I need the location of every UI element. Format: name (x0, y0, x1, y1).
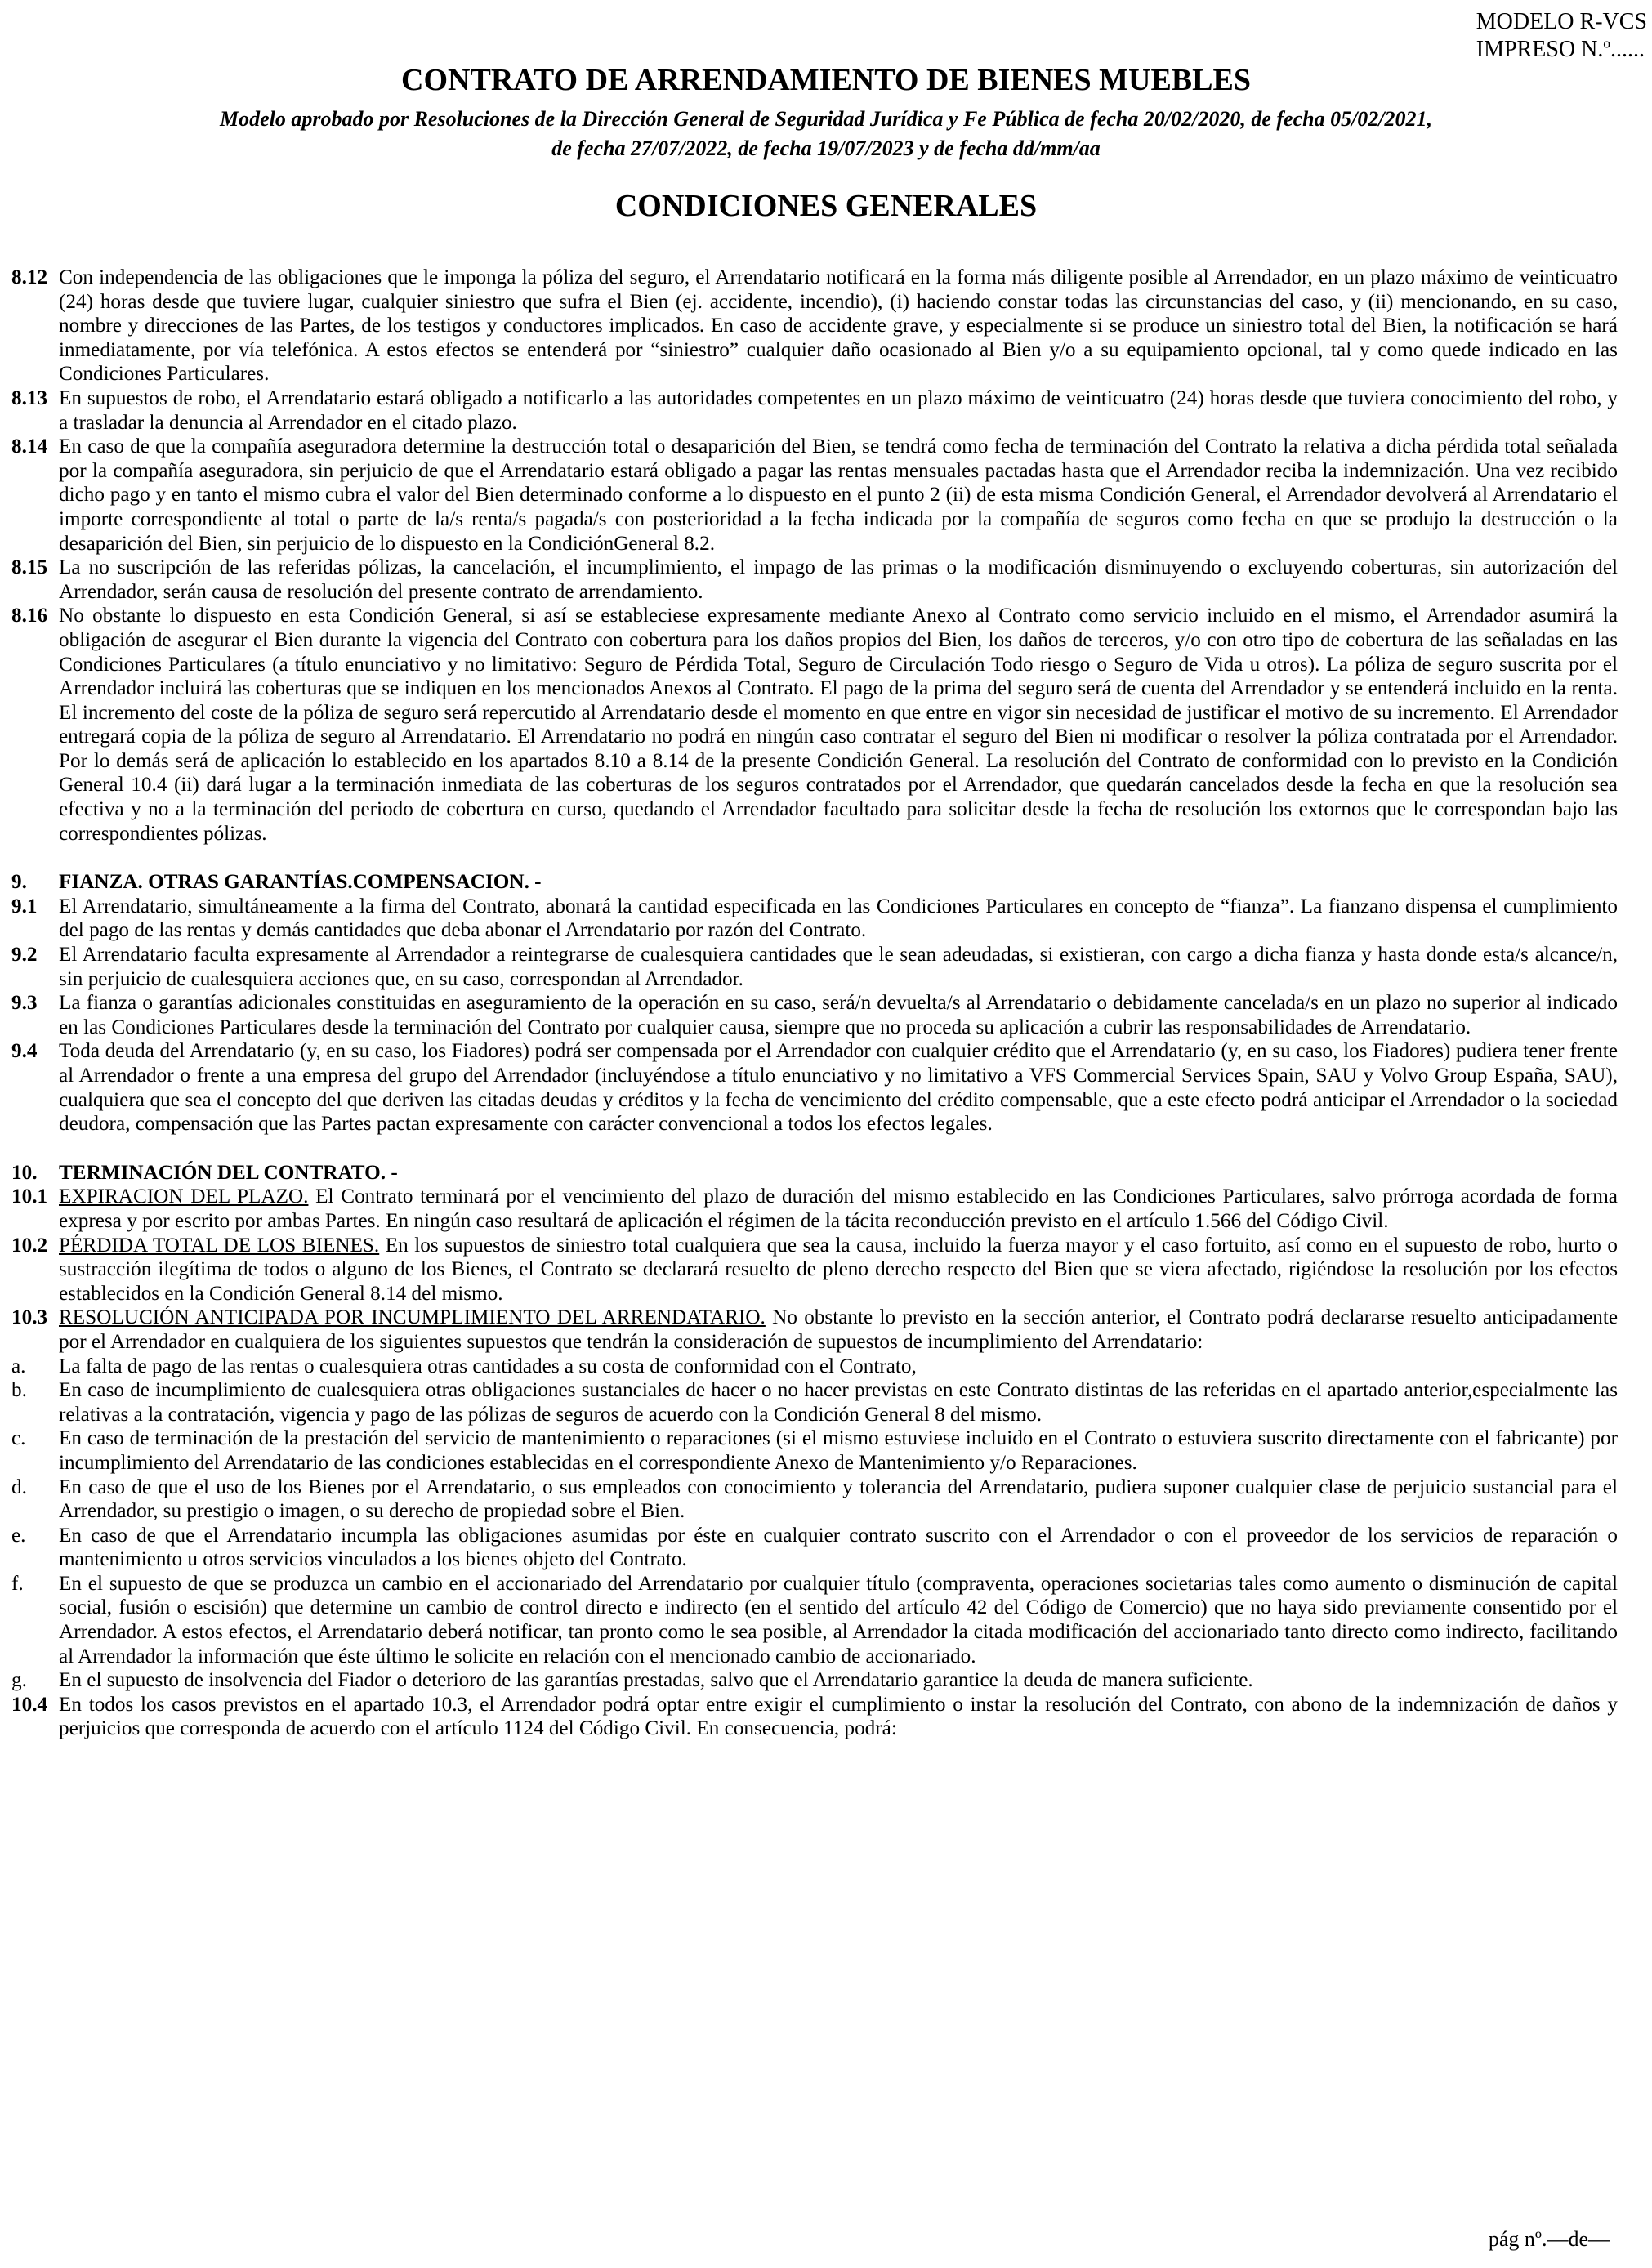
list-item-text: En caso de que el uso de los Bienes por el Arrendatario, o sus empleados con conocimiento y tolerancia del Arrendatario, pudiera suponer cualquier clase de perjuicio sustancial para el Arrendador, su prestigio o imagen, o su derecho de propiedad sobre el Bien. (59, 1476, 1618, 1523)
clause-number: 10.4 (11, 1693, 48, 1716)
list-item-g (11, 1668, 1618, 1693)
clause-text: Toda deuda del Arrendatario (y, en su caso, los Fiadores) podrá ser compensada por el Arrendador con cualquier crédito que el Arrendatario (y, en su caso, los Fiadores) pudiera tener frente al Arrendador o frente a una empresa del grupo del Arrendador (incluyéndose a título enunciativo y no limitativo a VFS Commercial Services Spain, SAU y Volvo Group España, SAU), cualquiera que sea el concepto del que deriven las citadas deudas y créditos y la fecha de vencimiento del crédito compensable, que a este efecto podrá anticipar el Arrendador o la sociedad deudora, compensación que las Partes pactan expresamente con carácter convencional a todos los efectos legales. (59, 1040, 1618, 1136)
clause-number: 8.13 (11, 386, 48, 409)
document-body (11, 266, 1618, 1741)
clause-text: En todos los casos previstos en el apartado 10.3, el Arrendador podrá optar entre exigir el cumplimiento o instar la resolución del Contrato, con abono de la indemnización de daños y perjuicios que corresponda de acuerdo con el artículo 1124 del Código Civil. En consecuencia, podrá: (59, 1693, 1618, 1740)
list-item-c (11, 1426, 1618, 1475)
clause-8-14 (11, 435, 1618, 556)
page-number: pág nº.—de— (1488, 2227, 1610, 2251)
clause-text: Con independencia de las obligaciones que le imponga la póliza del seguro, el Arrendatario notificará en la forma más diligente posible al Arrendador, en un plazo máximo de veinticuatro (24) horas desde que tuviere lugar, cualquier siniestro que sufra el Bien (ej. accidente, incendio), (i) haciendo constar todas las circunstancias del caso, y (ii) mencionando, en su caso, nombre y direcciones de las Partes, de los testigos y conductores implicados. En caso de accidente grave, y especialmente si se produce un siniestro total del Bien, la notificación se hará inmediatamente, por vía telefónica. A estos efectos se entenderá por “siniestro” cualquier daño ocasionado al Bien y/o a su equipamiento opcional, tal y como quede indicado en las Condiciones Particulares. (59, 266, 1618, 386)
clause-9-4 (11, 1039, 1618, 1136)
clause-number: 9.2 (11, 944, 38, 967)
clause-text: La no suscripción de las referidas pólizas, la cancelación, el incumplimiento, el impago de las primas o la modificación disminuyendo o excluyendo coberturas, sin autorización del Arrendador, serán causa de resolución del presente contrato de arrendamiento. (59, 556, 1618, 603)
clause-text: En caso de que la compañía aseguradora determine la destrucción total o desaparición del Bien, se tendrá como fecha de terminación del Contrato la relativa a dicha pérdida total señalada por la compañía aseguradora, sin perjuicio de que el Arrendatario estará obligado a pagar las rentas mensuales pactadas hasta que el Arrendador reciba la indemnización. Una vez recibido dicho pago y en tanto el mismo cubra el valor del Bien determinado conforme a lo dispuesto en el punto 2 (ii) de esta misma Condición General, el Arrendador devolverá al Arrendatario el importe correspondiente al total o parte de la/s renta/s pagada/s con posterioridad a la fecha indicada por la compañía de seguros como fecha en que se produjo la destrucción o la desaparición del Bien, sin perjuicio de lo dispuesto en la CondiciónGeneral 8.2. (59, 435, 1618, 555)
section-9-heading (11, 870, 1618, 895)
list-item-e (11, 1524, 1618, 1572)
clause-number: 10.3 (11, 1306, 48, 1329)
clause-text: No obstante lo dispuesto en esta Condición General, si así se estableciese expresamente mediante Anexo al Contrato como servicio incluido en el mismo, el Arrendador asumirá la obligación de asegurar el Bien durante la vigencia del Contrato con cobertura para los daños propios del Bien, los daños de terceros, y/o con otro tipo de cobertura de las señaladas en las Condiciones Particulares (a título enunciativo y no limitativo: Seguro de Pérdida Total, Seguro de Circulación Todo riesgo o Seguro de Vida u otros). La póliza de seguro suscrita por el Arrendador incluirá las coberturas que se indiquen en los mencionados Anexos al Contrato. El pago de la prima del seguro será de cuenta del Arrendador y se entenderá incluido en la renta. El incremento del coste de la póliza de seguro será repercutido al Arrendatario desde el momento en que entre en vigor sin necesidad de justificar el motivo de su incremento. El Arrendador entregará copia de la póliza de seguro al Arrendatario. El Arrendatario no podrá en ningún caso contratar el seguro del Bien ni modificar o resolver la póliza contratada por el Arrendador. Por lo demás será de aplicación lo establecido en los apartados 8.10 a 8.14 de la presente Condición General. La resolución del Contrato de conformidad con lo previsto en la Condición General 10.4 (ii) dará lugar a la terminación inmediata de las coberturas de los seguros contratados por el Arrendador, que quedarán cancelados desde la fecha en que la resolución sea efectiva y no a la terminación del periodo de cobertura en curso, quedando el Arrendador facultado para solicitar desde la fecha de resolución los extornos que le correspondan bajo las correspondientes pólizas. (59, 605, 1618, 845)
section-number: 9. (11, 871, 27, 894)
list-letter: f. (11, 1572, 24, 1595)
clause-8-15 (11, 556, 1618, 604)
subtitle-line-1: Modelo aprobado por Resoluciones de la Dirección General de Seguridad Jurídica y Fe Pública de fecha 20/02/2020, de fecha 05/02/2021, (219, 107, 1433, 131)
clause-heading: PÉRDIDA TOTAL DE LOS BIENES. (59, 1234, 380, 1257)
list-item-b (11, 1378, 1618, 1426)
section-10-heading (11, 1161, 1618, 1185)
clause-text: El Arrendatario faculta expresamente al Arrendador a reintegrarse de cualesquiera cantidades que le sean adeudadas, si existieran, con cargo a dicha fianza y hasta donde esta/s alcance/n, sin perjuicio de cualesquiera acciones que, en su caso, correspondan al Arrendador. (59, 944, 1618, 990)
clause-number: 10.1 (11, 1185, 48, 1208)
clause-number: 8.16 (11, 605, 48, 627)
clause-10-3 (11, 1306, 1618, 1354)
clause-text: En supuestos de robo, el Arrendatario estará obligado a notificarlo a las autoridades competentes en un plazo máximo de veinticuatro (24) horas desde que tuviera conocimiento del robo, y a trasladar la denuncia al Arrendador en el citado plazo. (59, 386, 1618, 434)
clause-text: La fianza o garantías adicionales constituidas en aseguramiento de la operación en su caso, será/n devuelta/s al Arrendatario o debidamente cancelada/s en un plazo no superior al indicado en las Condiciones Particulares desde la terminación del Contrato por cualquier causa, siempre que no proceda su aplicación a cubrir las responsabilidades de Arrendatario. (59, 992, 1618, 1038)
section-heading-text: FIANZA. OTRAS GARANTÍAS.COMPENSACION. - (59, 871, 542, 894)
document-title: CONTRATO DE ARRENDAMIENTO DE BIENES MUEBLES (401, 63, 1251, 97)
list-item-text: En el supuesto de que se produzca un cambio en el accionariado del Arrendatario por cualquier título (compraventa, operaciones societarias tales como aumento o disminución de capital social, fusión o escisión) que determine un cambio de control directo e indirecto (en el sentido del artículo 42 del Código de Comercio) que no haya sido previamente consentido por el Arrendador. A estos efectos, el Arrendatario deberá notificar, tan pronto como le sea posible, al Arrendador la citada modificación del accionariado tanto directo como indirecto, facilitando al Arrendador la información que éste último le solicite en relación con el mencionado cambio de accionariado. (59, 1572, 1618, 1668)
clause-number: 9.3 (11, 992, 38, 1015)
clause-number: 9.1 (11, 895, 38, 917)
list-item-text: En caso de terminación de la prestación del servicio de mantenimiento o reparaciones (si el mismo estuviese incluido en el Contrato o estuviera suscrito directamente con el fabricante) por incumplimiento del Arrendatario de las condiciones establecidas en el correspondiente Anexo de Mantenimiento y/o Reparaciones. (59, 1427, 1618, 1474)
list-item-text: En caso de que el Arrendatario incumpla las obligaciones asumidas por éste en cualquier contrato suscrito con el Arrendador o con el proveedor de los servicios de reparación o mantenimiento u otros servicios vinculados a los bienes objeto del Contrato. (59, 1524, 1618, 1571)
clause-number: 8.14 (11, 435, 48, 458)
list-item-text: La falta de pago de las rentas o cualesquiera otras cantidades a su costa de conformidad con el Contrato, (59, 1355, 917, 1377)
model-reference (1476, 8, 1647, 64)
clause-9-2 (11, 943, 1618, 991)
list-letter: d. (11, 1476, 27, 1498)
clause-8-13 (11, 386, 1618, 435)
clause-number: 10.2 (11, 1234, 48, 1257)
clause-number: 8.15 (11, 556, 48, 579)
list-item-text: En el supuesto de insolvencia del Fiador o deterioro de las garantías prestadas, salvo que el Arrendatario garantice la deuda de manera suficiente. (59, 1669, 1253, 1692)
list-letter: c. (11, 1427, 26, 1450)
clause-text: El Arrendatario, simultáneamente a la firma del Contrato, abonará la cantidad especificada en las Condiciones Particulares en concepto de “fianza”. La fianzano dispensa el cumplimiento del pago de las rentas y demás cantidades que deba abonar el Arrendatario por razón del Contrato. (59, 895, 1618, 942)
section-number: 10. (11, 1161, 38, 1184)
clause-heading: RESOLUCIÓN ANTICIPADA POR INCUMPLIMIENTO DEL ARRENDATARIO. (59, 1306, 766, 1329)
section-title: CONDICIONES GENERALES (614, 189, 1038, 223)
list-item-text: En caso de incumplimiento de cualesquiera otras obligaciones sustanciales de hacer o no hacer previstas en este Contrato distintas de las referidas en el apartado anterior,especialmente las relativas a la contratación, vigencia y pago de las pólizas de seguros de acuerdo con la Condición General 8 del mismo. (59, 1379, 1618, 1426)
list-letter: e. (11, 1524, 26, 1547)
clause-text: El Contrato terminará por el vencimiento del plazo de duración del mismo establecido en las Condiciones Particulares, salvo prórroga acordada de forma expresa y por escrito por ambas Partes. En ningún caso resultará de aplicación el régimen de la tácita reconducción previsto en el artículo 1.566 del Código Civil. (59, 1185, 1618, 1232)
list-letter: g. (11, 1669, 27, 1692)
clause-9-3 (11, 991, 1618, 1039)
clause-8-12 (11, 266, 1618, 386)
clause-text: En los supuestos de siniestro total cualquiera que sea la causa, incluido la fuerza mayor y el caso fortuito, así como en el supuesto de robo, hurto o sustracción ilegítima de todos o alguno de los Bienes, el Contrato se declarará resuelto de pleno derecho respecto del Bien que se viera afectado, rigiéndose la resolución por los efectos establecidos en la Condición General 8.14 del mismo. (59, 1234, 1618, 1305)
print-number: IMPRESO N.º...... (1476, 37, 1645, 62)
clause-10-1 (11, 1185, 1618, 1233)
model-code: MODELO R-VCS (1476, 9, 1647, 34)
clause-text: No obstante lo previsto en la sección anterior, el Contrato podrá declararse resuelto anticipadamente por el Arrendador en cualquiera de los siguientes supuestos que tendrán la consideración de supuestos de incumplimiento del Arrendatario: (59, 1306, 1619, 1353)
list-item-a (11, 1355, 1618, 1379)
clause-9-1 (11, 895, 1618, 943)
section-heading-text: TERMINACIÓN DEL CONTRATO. - (59, 1161, 398, 1184)
list-item-d (11, 1476, 1618, 1524)
approval-subtitle (106, 105, 1546, 163)
clause-10-2 (11, 1234, 1618, 1306)
list-item-f (11, 1572, 1618, 1668)
clause-8-16 (11, 604, 1618, 846)
clause-number: 9.4 (11, 1040, 38, 1063)
list-letter: a. (11, 1355, 26, 1377)
list-letter: b. (11, 1379, 27, 1402)
clause-number: 8.12 (11, 266, 48, 288)
subtitle-line-2: de fecha 27/07/2022, de fecha 19/07/2023 y de fecha dd/mm/aa (551, 136, 1101, 160)
clause-heading: EXPIRACION DEL PLAZO. (59, 1185, 309, 1208)
clause-10-4 (11, 1693, 1618, 1741)
